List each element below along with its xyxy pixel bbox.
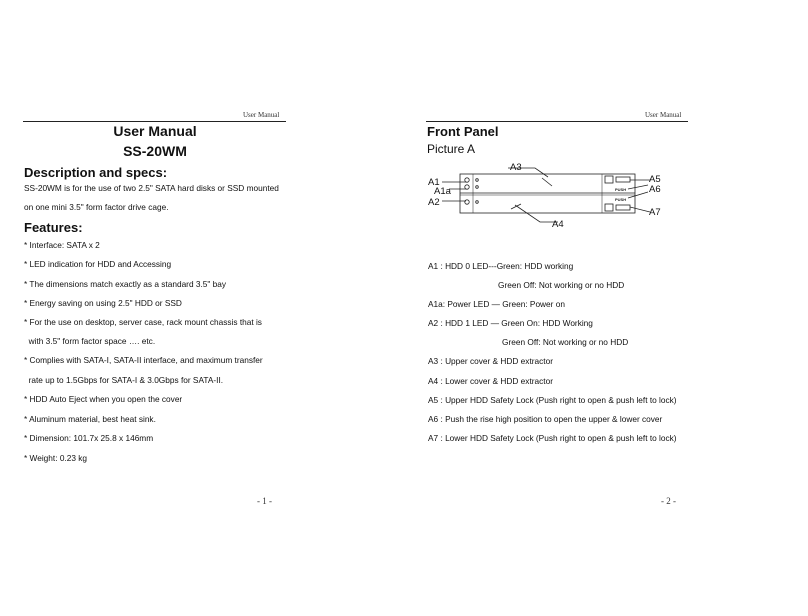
description-a4: A4 : Lower cover & HDD extractor (428, 376, 553, 386)
description-a3: A3 : Upper cover & HDD extractor (428, 356, 553, 366)
label-a3: A3 (510, 162, 522, 173)
running-header: User Manual (243, 111, 280, 119)
led-power-icon (465, 185, 469, 189)
features-heading: Features: (24, 220, 83, 235)
description-a7: A7 : Lower HDD Safety Lock (Push right to open & push left to lock) (428, 433, 677, 443)
feature-item: * Interface: SATA x 2 (24, 240, 100, 250)
led-hdd1-icon (465, 200, 469, 204)
header-rule (23, 121, 286, 122)
feature-item: * For the use on desktop, server case, rack mount chassis that is (24, 317, 262, 327)
label-a1a: A1a (434, 186, 451, 197)
feature-item: * Aluminum material, best heat sink. (24, 414, 156, 424)
description-line: on one mini 3.5" form factor drive cage. (24, 202, 169, 212)
front-panel-heading: Front Panel (427, 124, 499, 139)
label-a4: A4 (552, 219, 564, 230)
feature-item: * Energy saving on using 2.5" HDD or SSD (24, 298, 182, 308)
description-a5: A5 : Upper HDD Safety Lock (Push right to open & push left to lock) (428, 395, 677, 405)
description-a1: A1 : HDD 0 LED---Green: HDD working (428, 261, 574, 271)
feature-item: rate up to 1.5Gbps for SATA-I & 3.0Gbps for SATA-II. (24, 375, 224, 385)
feature-item: * Dimension: 101.7x 25.8 x 146mm (24, 433, 154, 443)
label-a2: A2 (428, 197, 440, 208)
feature-item: * HDD Auto Eject when you open the cover (24, 394, 183, 404)
upper-lock-icon (605, 176, 613, 183)
manual-title: User Manual (113, 123, 197, 139)
label-a6: A6 (649, 184, 661, 195)
label-a1: A1 (428, 177, 440, 188)
model-title: SS-20WM (123, 143, 187, 159)
feature-item: * The dimensions match exactly as a standard 3.5" bay (24, 279, 227, 289)
drive-cage-outline (460, 174, 635, 213)
label-a7: A7 (649, 207, 661, 218)
description-a1-off: Green Off: Not working or no HDD (498, 280, 625, 290)
description-a6: A6 : Push the rise high position to open the upper & lower cover (428, 414, 663, 424)
a6-leader (628, 185, 648, 189)
right-page (404, 0, 808, 616)
push-label: PUSH (615, 187, 627, 192)
feature-item: with 3.5" form factor space …. etc. (24, 336, 156, 346)
feature-item: * Weight: 0.23 kg (24, 453, 88, 463)
description-a2-off: Green Off: Not working or no HDD (502, 337, 629, 347)
description-line: SS-20WM is for the use of two 2.5" SATA hard disks or SSD mounted (24, 183, 279, 193)
description-a2: A2 : HDD 1 LED — Green On: HDD Working (428, 318, 593, 328)
a7-leader (630, 207, 650, 212)
description-a1a: A1a: Power LED — Green: Power on (428, 299, 565, 309)
lower-lock-icon (605, 204, 613, 211)
description-heading: Description and specs: (24, 165, 168, 180)
header-rule (426, 121, 688, 122)
push-label: PUSH (615, 197, 627, 202)
led-hdd0-icon (465, 178, 469, 182)
running-header: User Manual (645, 111, 682, 119)
feature-item: * LED indication for HDD and Accessing (24, 259, 172, 269)
upper-cover-arrow (542, 178, 552, 186)
page-number: - 2 - (661, 496, 676, 506)
label-a5: A5 (649, 174, 661, 185)
feature-item: * Complies with SATA-I, SATA-II interface, and maximum transfer (24, 355, 263, 365)
page-number: - 1 - (257, 496, 272, 506)
picture-a-label: Picture A (427, 142, 476, 156)
